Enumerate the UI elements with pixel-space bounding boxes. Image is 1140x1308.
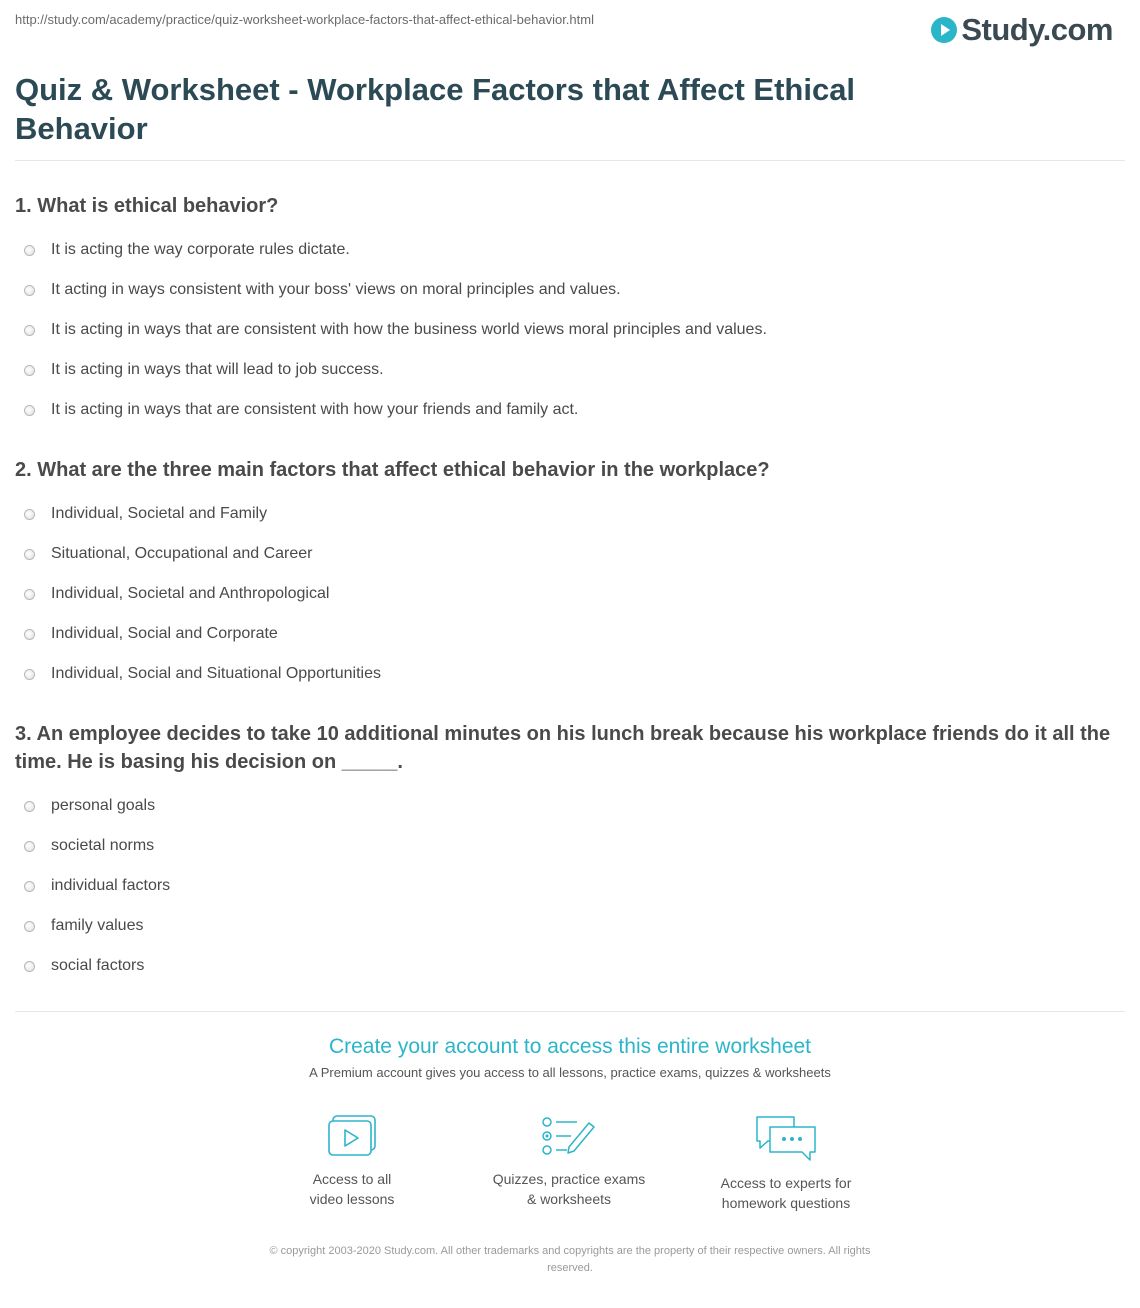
answer-option[interactable] [15, 494, 1125, 534]
divider [15, 1011, 1125, 1012]
answer-option[interactable] [15, 310, 1125, 350]
signup-subtitle: A Premium account gives you access to all lessons, practice exams, quizzes & worksheets [309, 1065, 831, 1080]
answer-label: social factors [51, 957, 145, 974]
feature-label: Access to all video lessons [309, 1171, 395, 1207]
answer-option[interactable] [15, 614, 1125, 654]
answer-label: family values [51, 917, 144, 934]
answer-option[interactable] [15, 230, 1125, 270]
feature-experts [686, 1113, 886, 1213]
radio-button[interactable] [24, 285, 35, 296]
top-bar [15, 12, 1125, 47]
logo-text: Study.com [961, 12, 1113, 47]
answer-option[interactable] [15, 866, 1125, 906]
answer-label: It is acting in ways that are consistent with how the business world views moral principles and values. [51, 321, 767, 338]
page-url: http://study.com/academy/practice/quiz-worksheet-workplace-factors-that-affect-ethical-behavior.html [15, 12, 594, 27]
answer-label: Individual, Social and Corporate [51, 625, 278, 642]
feature-quizzes [469, 1113, 669, 1209]
answer-label: It acting in ways consistent with your boss' views on moral principles and values. [51, 281, 621, 298]
radio-button[interactable] [24, 669, 35, 680]
answer-option[interactable] [15, 906, 1125, 946]
answer-option[interactable] [15, 946, 1125, 986]
answer-option[interactable] [15, 786, 1125, 826]
answer-option[interactable] [15, 350, 1125, 390]
question-text: 2. What are the three main factors that affect ethical behavior in the workplace? [15, 459, 770, 481]
chat-bubbles-icon [754, 1113, 818, 1163]
study-logo[interactable] [931, 12, 1113, 48]
radio-button[interactable] [24, 509, 35, 520]
divider [15, 160, 1125, 161]
radio-button[interactable] [24, 629, 35, 640]
radio-button[interactable] [24, 961, 35, 972]
radio-button[interactable] [24, 245, 35, 256]
answer-label: personal goals [51, 797, 156, 814]
question-3 [15, 720, 1125, 986]
video-lessons-icon [326, 1113, 378, 1159]
radio-button[interactable] [24, 365, 35, 376]
answer-options [15, 786, 1125, 986]
radio-button[interactable] [24, 921, 35, 932]
signup-link[interactable]: Create your account to access this entire worksheet [328, 1035, 812, 1058]
question-2 [15, 456, 1125, 694]
copyright-notice: © copyright 2003-2020 Study.com. All other trademarks and copyrights are the property of their respective owners. All rights reserved. [269, 1245, 871, 1274]
answer-label: It is acting in ways that will lead to job success. [51, 361, 384, 378]
answer-options [15, 230, 1125, 430]
question-text: 1. What is ethical behavior? [15, 195, 279, 217]
answer-option[interactable] [15, 390, 1125, 430]
answer-label: Individual, Social and Situational Opportunities [51, 665, 381, 682]
answer-label: individual factors [51, 877, 171, 894]
question-text: 3. An employee decides to take 10 additional minutes on his lunch break because his workplace friends do it all the time. He is basing his decision on _____. [15, 723, 1111, 773]
answer-label: Situational, Occupational and Career [51, 545, 313, 562]
play-circle-icon [931, 17, 957, 43]
answer-option[interactable] [15, 574, 1125, 614]
answer-label: societal norms [51, 837, 155, 854]
answer-option[interactable] [15, 270, 1125, 310]
feature-label: Access to experts for homework questions [720, 1175, 852, 1211]
answer-label: It is acting in ways that are consistent with how your friends and family act. [51, 401, 579, 418]
radio-button[interactable] [24, 881, 35, 892]
feature-video-lessons [252, 1113, 452, 1209]
answer-option[interactable] [15, 534, 1125, 574]
answer-option[interactable] [15, 826, 1125, 866]
answer-label: Individual, Societal and Anthropological [51, 585, 330, 602]
answer-options [15, 494, 1125, 694]
answer-option[interactable] [15, 654, 1125, 694]
answer-label: Individual, Societal and Family [51, 505, 268, 522]
radio-button[interactable] [24, 549, 35, 560]
page-title: Quiz & Worksheet - Workplace Factors that Affect Ethical Behavior [15, 72, 856, 146]
question-1 [15, 192, 1125, 430]
signup-callout [0, 1035, 1140, 1080]
radio-button[interactable] [24, 841, 35, 852]
feature-label: Quizzes, practice exams & worksheets [492, 1171, 646, 1207]
answer-label: It is acting the way corporate rules dictate. [51, 241, 350, 258]
radio-button[interactable] [24, 801, 35, 812]
quiz-checklist-icon [541, 1113, 597, 1159]
radio-button[interactable] [24, 589, 35, 600]
radio-button[interactable] [24, 405, 35, 416]
radio-button[interactable] [24, 325, 35, 336]
